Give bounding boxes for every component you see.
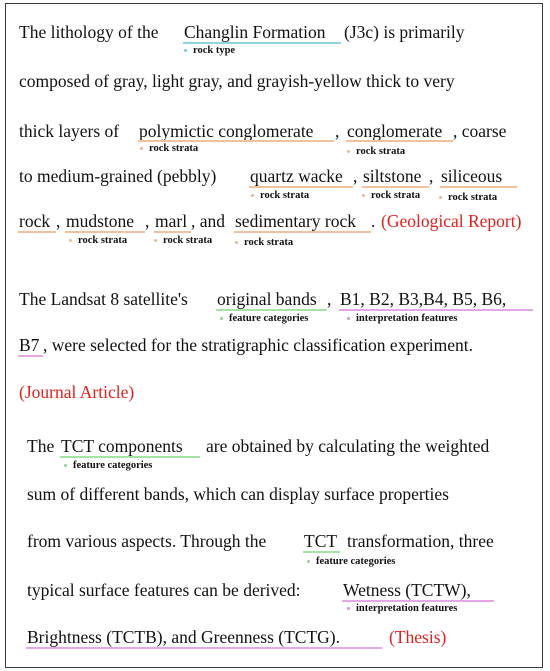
- entity-mudstone: mudstone: [66, 211, 135, 231]
- interpretation-features-underline: [339, 309, 533, 311]
- entity-polymictic-conglomerate: polymictic conglomerate: [139, 121, 314, 141]
- text-segment: , were selected for the stratigraphic classification experiment.: [43, 335, 474, 355]
- entity-sedimentary-rock: sedimentary rock: [235, 211, 356, 231]
- interpretation-features-label: interpretation features: [347, 603, 457, 615]
- feature-categories-label: feature categories: [307, 556, 395, 568]
- interpretation-features-underline: [18, 355, 43, 357]
- text-segment: sum of different bands, which can display surface properties: [27, 484, 449, 504]
- text-segment: typical surface features can be derived:: [27, 580, 301, 600]
- feature-categories-underline: [216, 309, 327, 311]
- text-segment: ,: [56, 211, 61, 231]
- interpretation-features-underline: [26, 647, 382, 649]
- feature-categories-dot: [307, 560, 310, 563]
- rock-strata-underline: [440, 186, 517, 188]
- entity-bands-b1-b6: B1, B2, B3,B4, B5, B6,: [340, 289, 507, 309]
- text-segment: ,: [429, 166, 434, 186]
- entity-changlin-formation: Changlin Formation: [184, 22, 326, 42]
- rock-strata-label: rock strata: [439, 192, 497, 204]
- text-segment: are obtained by calculating the weighted: [206, 436, 490, 456]
- entity-wetness-tctw: Wetness (TCTW),: [343, 580, 471, 600]
- rock-strata-underline: [154, 231, 191, 233]
- text-segment: composed of gray, light gray, and grayish-yellow thick to very: [19, 71, 455, 91]
- rock-strata-dot: [362, 194, 365, 197]
- rock-strata-label: rock strata: [235, 237, 293, 249]
- entity-rock: rock: [19, 211, 51, 231]
- rock-strata-underline: [18, 231, 56, 233]
- entity-original-bands: original bands: [217, 289, 317, 309]
- rock-strata-label: rock strata: [347, 146, 405, 158]
- rock-strata-label: rock strata: [69, 235, 127, 247]
- entity-siltstone: siltstone: [363, 166, 422, 186]
- text-segment: transformation, three: [347, 531, 494, 551]
- interpretation-features-dot: [347, 317, 350, 320]
- rock-strata-label: rock strata: [362, 190, 420, 202]
- rock-strata-dot: [69, 239, 72, 242]
- feature-categories-label: feature categories: [220, 313, 308, 325]
- rock-strata-dot: [439, 196, 442, 199]
- text-segment: .: [371, 211, 376, 231]
- text-segment: to medium-grained (pebbly): [19, 166, 217, 186]
- text-segment: (J3c) is primarily: [344, 22, 465, 42]
- text-segment: from various aspects. Through the: [27, 531, 267, 551]
- text-segment: ,: [145, 211, 150, 231]
- text-segment: , and: [191, 211, 226, 231]
- entity-conglomerate: conglomerate: [347, 121, 443, 141]
- text-segment: ,: [335, 121, 340, 141]
- rock-strata-label: rock strata: [140, 143, 198, 155]
- text-segment: The: [27, 436, 55, 456]
- feature-categories-dot: [220, 317, 223, 320]
- rock-strata-underline: [249, 186, 353, 188]
- rock-strata-underline: [346, 140, 453, 142]
- rock-type-label: rock type: [184, 45, 235, 57]
- source-thesis: (Thesis): [389, 627, 447, 647]
- feature-categories-dot: [64, 464, 67, 467]
- rock-strata-underline: [138, 140, 334, 142]
- entity-siliceous: siliceous: [441, 166, 503, 186]
- rock-strata-dot: [251, 194, 254, 197]
- text-segment: The lithology of the: [19, 22, 159, 42]
- rock-type-dot: [184, 49, 187, 52]
- entity-marl: marl: [155, 211, 188, 231]
- source-journal-article: (Journal Article): [19, 382, 135, 402]
- rock-strata-underline: [234, 231, 371, 233]
- interpretation-features-label: interpretation features: [347, 313, 457, 325]
- source-geological-report: (Geological Report): [381, 211, 522, 231]
- feature-categories-underline: [303, 551, 340, 553]
- rock-strata-dot: [347, 150, 350, 153]
- text-segment: The Landsat 8 satellite's: [19, 289, 188, 309]
- interpretation-features-underline: [342, 600, 494, 602]
- entity-band-b7: B7: [19, 335, 40, 355]
- feature-categories-label: feature categories: [64, 460, 152, 472]
- feature-categories-underline: [60, 456, 200, 458]
- rock-strata-dot: [235, 241, 238, 244]
- rock-strata-dot: [140, 147, 143, 150]
- text-segment: thick layers of: [19, 121, 120, 141]
- rock-strata-underline: [362, 186, 429, 188]
- text-segment: , coarse: [453, 121, 507, 141]
- rock-strata-label: rock strata: [154, 235, 212, 247]
- entity-tct: TCT: [304, 531, 338, 551]
- entity-quartz-wacke: quartz wacke: [250, 166, 343, 186]
- text-segment: ,: [353, 166, 358, 186]
- entity-brightness-greenness: Brightness (TCTB), and Greenness (TCTG).: [27, 627, 340, 647]
- rock-strata-dot: [154, 239, 157, 242]
- text-segment: ,: [327, 289, 332, 309]
- annotated-text-figure: [5, 3, 543, 668]
- rock-type-underline: [183, 42, 341, 44]
- rock-strata-underline: [65, 231, 145, 233]
- entity-tct-components: TCT components: [61, 436, 183, 456]
- rock-strata-label: rock strata: [251, 190, 309, 202]
- interpretation-features-dot: [347, 607, 350, 610]
